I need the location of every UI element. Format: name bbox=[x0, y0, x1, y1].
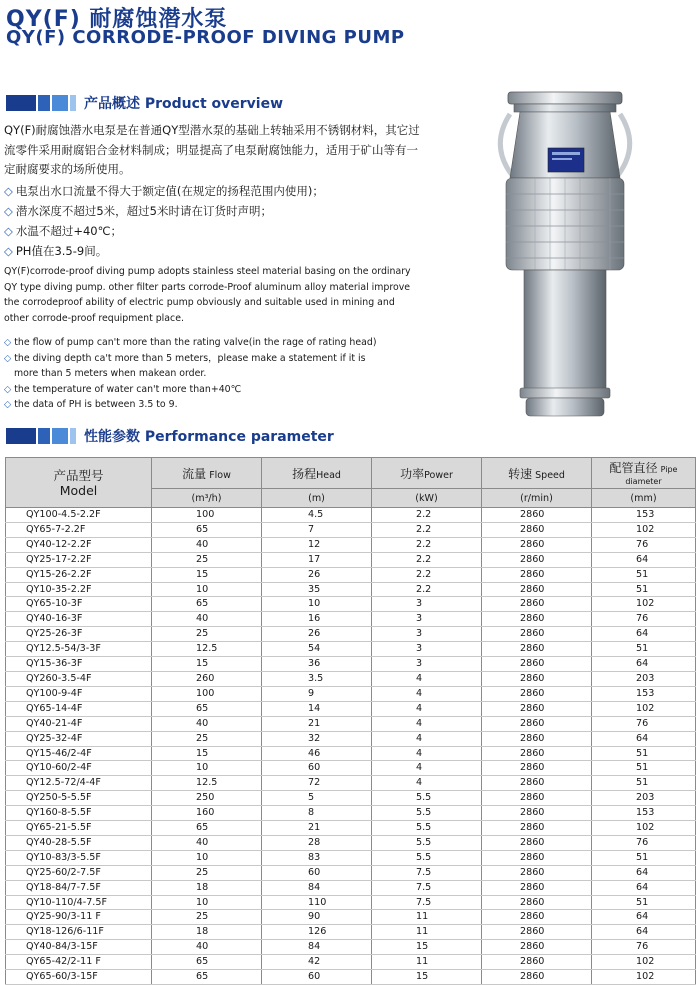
unit-head: (m) bbox=[262, 489, 372, 508]
section-bars-decoration bbox=[6, 95, 76, 111]
cell-head: 54 bbox=[262, 642, 372, 657]
cell-power: 7.5 bbox=[372, 880, 482, 895]
table-row bbox=[6, 895, 696, 910]
table-row bbox=[6, 522, 696, 537]
cell-model: QY25-60/2-7.5F bbox=[6, 865, 152, 880]
cell-model: QY40-12-2.2F bbox=[6, 537, 152, 552]
cell-head: 72 bbox=[262, 776, 372, 791]
table-row bbox=[6, 850, 696, 865]
cell-model: QY15-26-2.2F bbox=[6, 567, 152, 582]
cell-model: QY65-10-3F bbox=[6, 597, 152, 612]
cell-speed: 2860 bbox=[482, 671, 592, 686]
unit-power: (kW) bbox=[372, 489, 482, 508]
cell-pipe-diameter: 64 bbox=[592, 910, 696, 925]
table-row bbox=[6, 612, 696, 627]
table-row bbox=[6, 955, 696, 970]
cell-flow: 25 bbox=[152, 910, 262, 925]
cell-head: 4.5 bbox=[262, 508, 372, 523]
cell-model: QY65-42/2-11 F bbox=[6, 955, 152, 970]
cell-flow: 12.5 bbox=[152, 776, 262, 791]
cell-head: 9 bbox=[262, 686, 372, 701]
cell-power: 2.2 bbox=[372, 522, 482, 537]
cell-power: 11 bbox=[372, 910, 482, 925]
cell-model: QY250-5-5.5F bbox=[6, 791, 152, 806]
table-row bbox=[6, 925, 696, 940]
cell-flow: 12.5 bbox=[152, 642, 262, 657]
section-bars-decoration bbox=[6, 428, 76, 444]
list-item: ◇ 电泵出水口流量不得大于额定值(在规定的扬程范围内使用)； bbox=[4, 184, 324, 198]
cell-flow: 40 bbox=[152, 835, 262, 850]
page-title-en: QY(F) CORRODE-PROOF DIVING PUMP bbox=[6, 27, 405, 48]
cell-power: 5.5 bbox=[372, 791, 482, 806]
table-row bbox=[6, 567, 696, 582]
cell-speed: 2860 bbox=[482, 597, 592, 612]
cell-flow: 10 bbox=[152, 582, 262, 597]
cell-pipe-diameter: 51 bbox=[592, 776, 696, 791]
cell-flow: 40 bbox=[152, 537, 262, 552]
cell-flow: 10 bbox=[152, 761, 262, 776]
table-row bbox=[6, 761, 696, 776]
unit-speed: (r/min) bbox=[482, 489, 592, 508]
cell-power: 3 bbox=[372, 642, 482, 657]
unit-flow: (m³/h) bbox=[152, 489, 262, 508]
diamond-bullet-icon: ◇ bbox=[4, 383, 12, 395]
cell-power: 4 bbox=[372, 671, 482, 686]
table-row bbox=[6, 806, 696, 821]
cell-head: 26 bbox=[262, 627, 372, 642]
cell-power: 15 bbox=[372, 940, 482, 955]
table-row bbox=[6, 746, 696, 761]
cell-speed: 2860 bbox=[482, 865, 592, 880]
cell-flow: 10 bbox=[152, 895, 262, 910]
cell-speed: 2860 bbox=[482, 925, 592, 940]
cell-head: 126 bbox=[262, 925, 372, 940]
cell-head: 32 bbox=[262, 731, 372, 746]
cell-pipe-diameter: 51 bbox=[592, 642, 696, 657]
cell-flow: 25 bbox=[152, 627, 262, 642]
cell-flow: 15 bbox=[152, 567, 262, 582]
cell-power: 2.2 bbox=[372, 537, 482, 552]
table-row bbox=[6, 642, 696, 657]
list-item: ◇ 潜水深度不超过5米，超过5米时请在订货时声明； bbox=[4, 204, 272, 218]
cell-head: 21 bbox=[262, 821, 372, 836]
column-header-speed: 转速 Speed bbox=[482, 458, 592, 489]
cell-model: QY12.5-54/3-3F bbox=[6, 642, 152, 657]
cell-power: 4 bbox=[372, 761, 482, 776]
table-row bbox=[6, 910, 696, 925]
cell-model: QY25-90/3-11 F bbox=[6, 910, 152, 925]
performance-table-body bbox=[6, 508, 696, 985]
cell-power: 3 bbox=[372, 597, 482, 612]
pump-product-image bbox=[480, 88, 650, 428]
cell-speed: 2860 bbox=[482, 880, 592, 895]
cell-flow: 18 bbox=[152, 880, 262, 895]
column-header-head: 扬程Head bbox=[262, 458, 372, 489]
cell-speed: 2860 bbox=[482, 627, 592, 642]
cell-pipe-diameter: 51 bbox=[592, 761, 696, 776]
cell-flow: 40 bbox=[152, 940, 262, 955]
table-row bbox=[6, 880, 696, 895]
table-row bbox=[6, 776, 696, 791]
cell-flow: 160 bbox=[152, 806, 262, 821]
cell-power: 4 bbox=[372, 701, 482, 716]
unit-pipe-diameter: (mm) bbox=[592, 489, 696, 508]
table-header-row bbox=[6, 458, 696, 489]
cell-power: 7.5 bbox=[372, 865, 482, 880]
cell-pipe-diameter: 102 bbox=[592, 522, 696, 537]
cell-flow: 260 bbox=[152, 671, 262, 686]
cell-speed: 2860 bbox=[482, 806, 592, 821]
column-header-model: 产品型号 Model bbox=[6, 458, 152, 508]
cell-head: 110 bbox=[262, 895, 372, 910]
performance-section-header bbox=[6, 428, 334, 444]
cell-model: QY25-17-2.2F bbox=[6, 552, 152, 567]
cell-head: 8 bbox=[262, 806, 372, 821]
cell-head: 46 bbox=[262, 746, 372, 761]
cell-speed: 2860 bbox=[482, 612, 592, 627]
list-item: ◇ the flow of pump can't more than the rating valve(in the rage of rating head) bbox=[4, 337, 377, 348]
cell-model: QY25-32-4F bbox=[6, 731, 152, 746]
cell-pipe-diameter: 51 bbox=[592, 582, 696, 597]
table-row bbox=[6, 597, 696, 612]
cell-flow: 25 bbox=[152, 552, 262, 567]
cell-model: QY25-26-3F bbox=[6, 627, 152, 642]
list-item: ◇ the temperature of water can't more than+40℃ bbox=[4, 383, 242, 395]
cell-pipe-diameter: 203 bbox=[592, 791, 696, 806]
cell-head: 84 bbox=[262, 940, 372, 955]
cell-flow: 65 bbox=[152, 821, 262, 836]
cell-speed: 2860 bbox=[482, 701, 592, 716]
column-header-power: 功率Power bbox=[372, 458, 482, 489]
table-row bbox=[6, 552, 696, 567]
cell-speed: 2860 bbox=[482, 955, 592, 970]
overview-en-points bbox=[4, 335, 376, 413]
cell-pipe-diameter: 102 bbox=[592, 701, 696, 716]
cell-head: 16 bbox=[262, 612, 372, 627]
cell-power: 7.5 bbox=[372, 895, 482, 910]
cell-speed: 2860 bbox=[482, 850, 592, 865]
cell-speed: 2860 bbox=[482, 746, 592, 761]
page-title-cn: QY(F) 耐腐蚀潜水泵 bbox=[6, 7, 228, 32]
cell-flow: 100 bbox=[152, 508, 262, 523]
cell-power: 4 bbox=[372, 686, 482, 701]
cell-pipe-diameter: 102 bbox=[592, 970, 696, 985]
cell-head: 35 bbox=[262, 582, 372, 597]
overview-section-header bbox=[6, 95, 283, 111]
table-row bbox=[6, 508, 696, 523]
cell-speed: 2860 bbox=[482, 895, 592, 910]
cell-head: 84 bbox=[262, 880, 372, 895]
list-item-continued: more than 5 meters when makean order. bbox=[14, 368, 207, 380]
cell-flow: 100 bbox=[152, 686, 262, 701]
column-header-flow: 流量 Flow bbox=[152, 458, 262, 489]
table-row bbox=[6, 701, 696, 716]
cell-pipe-diameter: 76 bbox=[592, 537, 696, 552]
table-row bbox=[6, 835, 696, 850]
cell-model: QY10-35-2.2F bbox=[6, 582, 152, 597]
cell-speed: 2860 bbox=[482, 657, 592, 672]
cell-speed: 2860 bbox=[482, 821, 592, 836]
cell-flow: 15 bbox=[152, 746, 262, 761]
cell-model: QY65-60/3-15F bbox=[6, 970, 152, 985]
cell-speed: 2860 bbox=[482, 642, 592, 657]
cell-head: 28 bbox=[262, 835, 372, 850]
cell-pipe-diameter: 102 bbox=[592, 597, 696, 612]
cell-model: QY10-110/4-7.5F bbox=[6, 895, 152, 910]
cell-power: 4 bbox=[372, 716, 482, 731]
cell-model: QY18-84/7-7.5F bbox=[6, 880, 152, 895]
cell-model: QY65-14-4F bbox=[6, 701, 152, 716]
cell-model: QY12.5-72/4-4F bbox=[6, 776, 152, 791]
cell-power: 3 bbox=[372, 627, 482, 642]
cell-head: 14 bbox=[262, 701, 372, 716]
table-row bbox=[6, 716, 696, 731]
cell-power: 5.5 bbox=[372, 835, 482, 850]
cell-flow: 65 bbox=[152, 701, 262, 716]
cell-flow: 18 bbox=[152, 925, 262, 940]
cell-model: QY10-60/2-4F bbox=[6, 761, 152, 776]
table-row bbox=[6, 731, 696, 746]
cell-model: QY65-21-5.5F bbox=[6, 821, 152, 836]
table-row bbox=[6, 657, 696, 672]
table-row bbox=[6, 865, 696, 880]
cell-model: QY15-46/2-4F bbox=[6, 746, 152, 761]
diamond-bullet-icon: ◇ bbox=[4, 204, 13, 218]
cell-model: QY160-8-5.5F bbox=[6, 806, 152, 821]
cell-pipe-diameter: 51 bbox=[592, 850, 696, 865]
performance-section-title: 性能参数 Performance parameter bbox=[84, 429, 334, 445]
column-header-pipe-diameter: 配管直径 Pipe diameter bbox=[592, 458, 696, 489]
cell-model: QY40-84/3-15F bbox=[6, 940, 152, 955]
cell-pipe-diameter: 64 bbox=[592, 865, 696, 880]
cell-power: 5.5 bbox=[372, 821, 482, 836]
cell-pipe-diameter: 76 bbox=[592, 612, 696, 627]
list-item: ◇ the diving depth ca't more than 5 meters，please make a statement if it is bbox=[4, 352, 366, 364]
performance-table bbox=[5, 457, 696, 985]
cell-head: 42 bbox=[262, 955, 372, 970]
cell-model: QY18-126/6-11F bbox=[6, 925, 152, 940]
cell-pipe-diameter: 64 bbox=[592, 627, 696, 642]
cell-flow: 10 bbox=[152, 850, 262, 865]
cell-speed: 2860 bbox=[482, 582, 592, 597]
cell-head: 36 bbox=[262, 657, 372, 672]
cell-model: QY10-83/3-5.5F bbox=[6, 850, 152, 865]
table-row bbox=[6, 970, 696, 985]
cell-head: 83 bbox=[262, 850, 372, 865]
cell-head: 3.5 bbox=[262, 671, 372, 686]
cell-power: 2.2 bbox=[372, 567, 482, 582]
cell-flow: 65 bbox=[152, 597, 262, 612]
diamond-bullet-icon: ◇ bbox=[4, 224, 13, 238]
diamond-bullet-icon: ◇ bbox=[4, 352, 12, 364]
cell-pipe-diameter: 203 bbox=[592, 671, 696, 686]
cell-speed: 2860 bbox=[482, 731, 592, 746]
cell-flow: 40 bbox=[152, 612, 262, 627]
cell-speed: 2860 bbox=[482, 567, 592, 582]
cell-head: 60 bbox=[262, 970, 372, 985]
cell-pipe-diameter: 64 bbox=[592, 880, 696, 895]
cell-pipe-diameter: 76 bbox=[592, 716, 696, 731]
cell-flow: 65 bbox=[152, 970, 262, 985]
cell-power: 11 bbox=[372, 925, 482, 940]
table-row bbox=[6, 537, 696, 552]
cell-speed: 2860 bbox=[482, 522, 592, 537]
list-item: ◇ PH值在3.5-9间。 bbox=[4, 244, 108, 258]
cell-speed: 2860 bbox=[482, 835, 592, 850]
table-row bbox=[6, 671, 696, 686]
cell-pipe-diameter: 153 bbox=[592, 806, 696, 821]
cell-power: 5.5 bbox=[372, 850, 482, 865]
table-row bbox=[6, 627, 696, 642]
cell-model: QY260-3.5-4F bbox=[6, 671, 152, 686]
cell-model: QY100-9-4F bbox=[6, 686, 152, 701]
cell-power: 3 bbox=[372, 657, 482, 672]
cell-head: 21 bbox=[262, 716, 372, 731]
cell-power: 4 bbox=[372, 731, 482, 746]
table-row bbox=[6, 582, 696, 597]
cell-flow: 65 bbox=[152, 522, 262, 537]
cell-pipe-diameter: 153 bbox=[592, 686, 696, 701]
cell-model: QY100-4.5-2.2F bbox=[6, 508, 152, 523]
cell-power: 4 bbox=[372, 776, 482, 791]
cell-head: 7 bbox=[262, 522, 372, 537]
cell-power: 15 bbox=[372, 970, 482, 985]
diamond-bullet-icon: ◇ bbox=[4, 399, 12, 411]
cell-pipe-diameter: 64 bbox=[592, 657, 696, 672]
overview-cn-paragraph: QY(F)耐腐蚀潜水电泵是在普通QY型潜水泵的基础上转轴采用不锈钢材料，其它过流零件采用耐腐铝合金材料制成；明显提高了电泵耐腐蚀能力，适用于矿山等有一定耐腐要求的场所使用。 bbox=[4, 123, 420, 176]
cell-speed: 2860 bbox=[482, 716, 592, 731]
diamond-bullet-icon: ◇ bbox=[4, 337, 12, 348]
cell-pipe-diameter: 64 bbox=[592, 925, 696, 940]
cell-pipe-diameter: 102 bbox=[592, 955, 696, 970]
cell-speed: 2860 bbox=[482, 552, 592, 567]
cell-flow: 65 bbox=[152, 955, 262, 970]
overview-cn-points bbox=[4, 181, 324, 261]
diamond-bullet-icon: ◇ bbox=[4, 184, 13, 198]
cell-pipe-diameter: 51 bbox=[592, 746, 696, 761]
table-row bbox=[6, 940, 696, 955]
cell-power: 5.5 bbox=[372, 806, 482, 821]
cell-flow: 25 bbox=[152, 865, 262, 880]
cell-pipe-diameter: 76 bbox=[592, 835, 696, 850]
cell-speed: 2860 bbox=[482, 537, 592, 552]
cell-model: QY40-21-4F bbox=[6, 716, 152, 731]
cell-speed: 2860 bbox=[482, 791, 592, 806]
cell-flow: 250 bbox=[152, 791, 262, 806]
cell-pipe-diameter: 51 bbox=[592, 567, 696, 582]
cell-power: 2.2 bbox=[372, 582, 482, 597]
cell-head: 12 bbox=[262, 537, 372, 552]
cell-head: 60 bbox=[262, 865, 372, 880]
cell-pipe-diameter: 64 bbox=[592, 731, 696, 746]
cell-flow: 25 bbox=[152, 731, 262, 746]
cell-pipe-diameter: 51 bbox=[592, 895, 696, 910]
cell-head: 17 bbox=[262, 552, 372, 567]
cell-power: 2.2 bbox=[372, 552, 482, 567]
list-item: ◇ 水温不超过+40℃； bbox=[4, 224, 123, 238]
cell-flow: 40 bbox=[152, 716, 262, 731]
cell-head: 26 bbox=[262, 567, 372, 582]
cell-model: QY65-7-2.2F bbox=[6, 522, 152, 537]
table-row bbox=[6, 791, 696, 806]
cell-head: 60 bbox=[262, 761, 372, 776]
cell-head: 10 bbox=[262, 597, 372, 612]
cell-pipe-diameter: 153 bbox=[592, 508, 696, 523]
cell-pipe-diameter: 64 bbox=[592, 552, 696, 567]
cell-speed: 2860 bbox=[482, 761, 592, 776]
cell-power: 4 bbox=[372, 746, 482, 761]
cell-pipe-diameter: 102 bbox=[592, 821, 696, 836]
cell-speed: 2860 bbox=[482, 508, 592, 523]
cell-flow: 15 bbox=[152, 657, 262, 672]
cell-speed: 2860 bbox=[482, 910, 592, 925]
cell-power: 3 bbox=[372, 612, 482, 627]
cell-speed: 2860 bbox=[482, 970, 592, 985]
cell-speed: 2860 bbox=[482, 940, 592, 955]
table-row bbox=[6, 686, 696, 701]
cell-model: QY15-36-3F bbox=[6, 657, 152, 672]
cell-pipe-diameter: 76 bbox=[592, 940, 696, 955]
cell-head: 90 bbox=[262, 910, 372, 925]
cell-power: 11 bbox=[372, 955, 482, 970]
cell-head: 5 bbox=[262, 791, 372, 806]
cell-power: 2.2 bbox=[372, 508, 482, 523]
table-row bbox=[6, 821, 696, 836]
cell-model: QY40-16-3F bbox=[6, 612, 152, 627]
overview-section-title: 产品概述 Product overview bbox=[84, 96, 284, 112]
cell-speed: 2860 bbox=[482, 686, 592, 701]
list-item: ◇ the data of PH is between 3.5 to 9. bbox=[4, 399, 178, 411]
overview-en-paragraph: QY(F)corrode-proof diving pump adopts stainless steel material basing on the ordinary QY type diving pump. other filter parts corrode-Proof aluminum alloy material improve the corrodeproof ability of electric pump obviously and suitable used in mining and other corrode-proof requipment place. bbox=[4, 266, 411, 324]
cell-model: QY40-28-5.5F bbox=[6, 835, 152, 850]
cell-speed: 2860 bbox=[482, 776, 592, 791]
diamond-bullet-icon: ◇ bbox=[4, 244, 13, 258]
